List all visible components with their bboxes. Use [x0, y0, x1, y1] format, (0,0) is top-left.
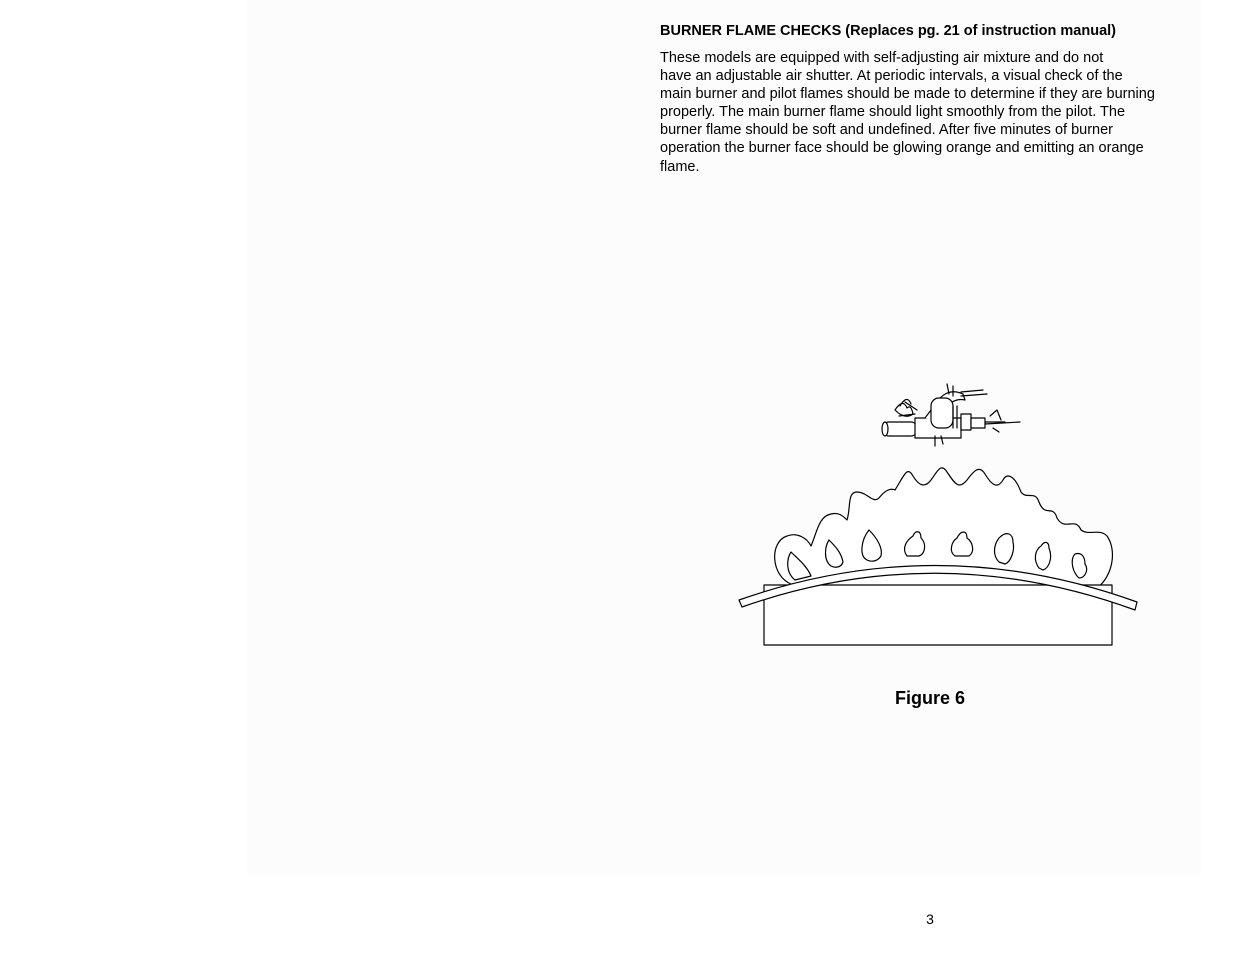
- burner-flame-illustration: [735, 380, 1145, 650]
- paragraph-line: properly. The main burner flame should light smoothly from the pilot. The: [660, 104, 1126, 121]
- paragraph-line: These models are equipped with self-adjusting air mixture and do not: [660, 50, 1104, 66]
- paragraph-line: operation the burner face should be glowing orange and emitting an orange: [660, 140, 1144, 157]
- burner-base-drawing: [764, 585, 1112, 645]
- paragraph-line: have an adjustable air shutter. At periodic intervals, a visual check of the: [660, 68, 1123, 85]
- section-paragraph: [660, 49, 1205, 176]
- pilot-assembly-drawing: [882, 384, 1020, 446]
- page-number: 3: [926, 911, 934, 927]
- figure-caption: Figure 6: [894, 688, 965, 708]
- paragraph-line: flame.: [660, 158, 700, 175]
- section-heading: BURNER FLAME CHECKS (Replaces pg. 21 of instruction manual): [660, 23, 1116, 39]
- paragraph-line: main burner and pilot flames should be made to determine if they are burning: [660, 86, 1155, 103]
- paragraph-line: burner flame should be soft and undefined. After five minutes of burner: [660, 122, 1113, 139]
